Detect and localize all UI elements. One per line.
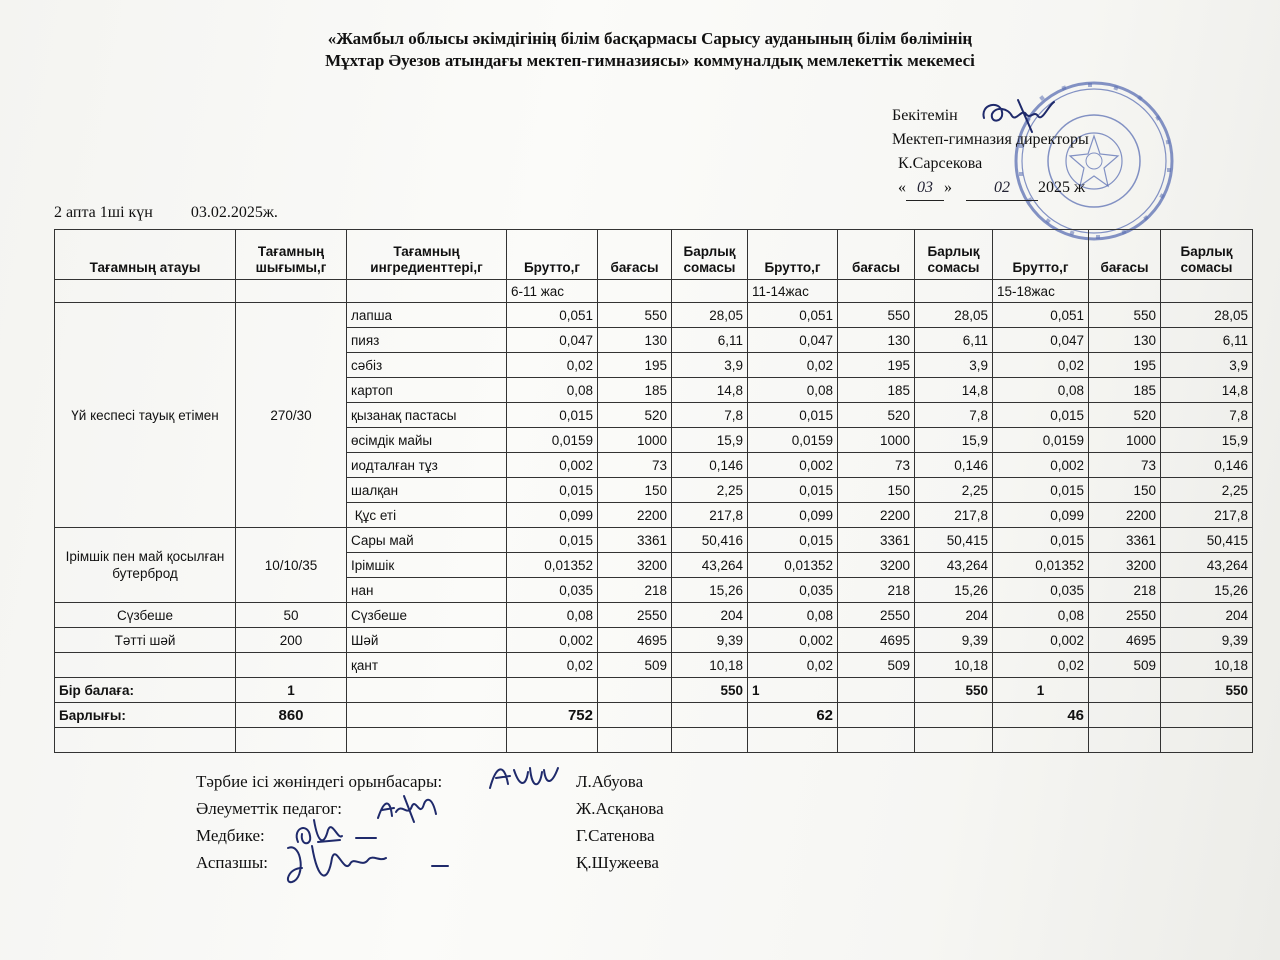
dish-name: Үй кеспесі тауық етімен — [55, 303, 236, 528]
ingredient-value: 130 — [598, 328, 672, 353]
approve-label: Бекітемін — [892, 107, 958, 124]
ingredient-value: 43,264 — [672, 553, 748, 578]
col-ingredients: Тағамның ингредиенттері,г — [347, 230, 507, 280]
day-info — [54, 204, 278, 222]
ingredient-value: 3,9 — [1161, 353, 1253, 378]
ingredient-value: 509 — [598, 653, 672, 678]
col-price-3: бағасы — [1089, 230, 1161, 280]
signer-name: Қ.Шужеева — [576, 853, 659, 872]
ingredient-value: 550 — [598, 303, 672, 328]
ingredient-value: 0,02 — [993, 653, 1089, 678]
ingredient-value: 0,099 — [748, 503, 838, 528]
ingredient-value: 509 — [838, 653, 915, 678]
ingredient-value: 0,146 — [915, 453, 993, 478]
ingredient-value: 9,39 — [915, 628, 993, 653]
ingredient-value: 14,8 — [915, 378, 993, 403]
ingredient-value: 0,002 — [748, 453, 838, 478]
ingredient-value: 43,264 — [915, 553, 993, 578]
ingredient-value: 2550 — [1089, 603, 1161, 628]
ingredient-value: 185 — [838, 378, 915, 403]
approval-month: 02 — [966, 176, 1038, 201]
ingredient-row — [55, 628, 1253, 653]
ingredient-name: картоп — [347, 378, 507, 403]
ingredient-value: 14,8 — [1161, 378, 1253, 403]
ingredient-value: 4695 — [1089, 628, 1161, 653]
ingredient-value: 0,051 — [993, 303, 1089, 328]
ingredient-value: 0,02 — [993, 353, 1089, 378]
dish-name: Тәтті шәй — [55, 628, 236, 653]
signer-role: Тәрбие ісі жөніндегі орынбасары: — [196, 772, 443, 791]
ingredient-name: Ірімшік — [347, 553, 507, 578]
ingredient-name: өсімдік майы — [347, 428, 507, 453]
dish-name: Ірімшік пен май қосылған бутерброд — [55, 528, 236, 603]
ingredient-value: 15,9 — [672, 428, 748, 453]
ingredient-value: 15,9 — [1161, 428, 1253, 453]
ingredient-value: 3361 — [598, 528, 672, 553]
signer-row — [196, 795, 716, 822]
ingredient-value: 15,26 — [915, 578, 993, 603]
ingredient-value: 218 — [838, 578, 915, 603]
ingredient-value: 0,146 — [672, 453, 748, 478]
col-total-1: Барлық сомасы — [672, 230, 748, 280]
ingredient-value: 550 — [1089, 303, 1161, 328]
ingredient-value: 0,02 — [507, 353, 598, 378]
ingredient-value: 204 — [672, 603, 748, 628]
per-child-count-11-14: 1 — [748, 678, 838, 703]
ingredient-value: 0,0159 — [993, 428, 1089, 453]
ingredient-value: 509 — [1089, 653, 1161, 678]
ingredient-value: 150 — [1089, 478, 1161, 503]
ingredient-value: 73 — [1089, 453, 1161, 478]
dish-yield: 270/30 — [236, 303, 347, 528]
ingredient-row — [55, 303, 1253, 328]
ingredient-value: 0,0159 — [507, 428, 598, 453]
cook-signature-icon — [282, 838, 452, 892]
ingredient-value: 0,051 — [748, 303, 838, 328]
ingredient-row — [55, 653, 1253, 678]
ingredient-value: 28,05 — [1161, 303, 1253, 328]
signer-role: Әлеуметтік педагог: — [196, 799, 342, 818]
ingredient-value: 0,002 — [993, 628, 1089, 653]
ingredient-value: 15,26 — [672, 578, 748, 603]
ingredient-value: 0,035 — [748, 578, 838, 603]
ingredient-value: 0,047 — [748, 328, 838, 353]
week-day-label: 2 апта 1ші күн — [54, 204, 153, 221]
ingredient-value: 15,9 — [915, 428, 993, 453]
ingredient-value: 217,8 — [672, 503, 748, 528]
ingredient-value: 0,015 — [748, 478, 838, 503]
menu-table-body — [55, 303, 1253, 678]
age-group-11-14: 11-14жас — [748, 280, 838, 303]
age-group-row — [55, 280, 1253, 303]
ingredient-value: 2550 — [838, 603, 915, 628]
ingredient-value: 4695 — [838, 628, 915, 653]
col-dish-name: Тағамның атауы — [55, 230, 236, 280]
dish-name: Сүзбеше — [55, 603, 236, 628]
approval-year: 2025 ж — [1038, 179, 1086, 196]
signer-row — [196, 822, 716, 849]
ingredient-value: 150 — [598, 478, 672, 503]
ingredient-value: 0,002 — [507, 453, 598, 478]
dish-yield: 200 — [236, 628, 347, 653]
ingredient-value: 10,18 — [915, 653, 993, 678]
director-name: К.Сарсекова — [898, 155, 983, 172]
ingredient-value: 50,416 — [672, 528, 748, 553]
document-header — [0, 28, 1280, 72]
approval-day: 03 — [906, 176, 944, 201]
ingredient-value: 550 — [838, 303, 915, 328]
totals-6-11: 752 — [507, 703, 598, 728]
ingredient-value: 3200 — [598, 553, 672, 578]
ingredient-value: 50,415 — [915, 528, 993, 553]
ingredient-value: 0,099 — [993, 503, 1089, 528]
col-brutto-2: Брутто,г — [748, 230, 838, 280]
ingredient-name: лапша — [347, 303, 507, 328]
col-total-3: Барлық сомасы — [1161, 230, 1253, 280]
empty-row — [55, 728, 1253, 753]
totals-label: Барлығы: — [55, 703, 236, 728]
dish-yield — [236, 653, 347, 678]
ingredient-name: шалқан — [347, 478, 507, 503]
ingredient-value: 0,02 — [748, 353, 838, 378]
col-total-2: Барлық сомасы — [915, 230, 993, 280]
signer-name: Ж.Асқанова — [576, 799, 664, 818]
ingredient-value: 0,08 — [748, 378, 838, 403]
ingredient-value: 73 — [598, 453, 672, 478]
signer-role: Аспазшы: — [196, 853, 268, 872]
age-group-15-18: 15-18жас — [993, 280, 1089, 303]
ingredient-row — [55, 528, 1253, 553]
ingredient-value: 0,08 — [993, 603, 1089, 628]
dish-yield: 10/10/35 — [236, 528, 347, 603]
ingredient-value: 7,8 — [915, 403, 993, 428]
ingredient-value: 7,8 — [672, 403, 748, 428]
ingredient-name: Шәй — [347, 628, 507, 653]
per-child-total-11-14: 550 — [915, 678, 993, 703]
ingredient-value: 520 — [598, 403, 672, 428]
ingredient-value: 2550 — [598, 603, 672, 628]
totals-15-18: 46 — [993, 703, 1089, 728]
ingredient-value: 0,08 — [507, 603, 598, 628]
ingredient-value: 9,39 — [672, 628, 748, 653]
age-group-6-11: 6-11 жас — [507, 280, 598, 303]
ingredient-value: 130 — [838, 328, 915, 353]
ingredient-value: 6,11 — [915, 328, 993, 353]
ingredient-value: 0,015 — [507, 478, 598, 503]
per-child-total-15-18: 550 — [1161, 678, 1253, 703]
totals-row — [55, 703, 1253, 728]
menu-table — [54, 229, 1253, 753]
ingredient-value: 2200 — [598, 503, 672, 528]
ingredient-value: 3,9 — [915, 353, 993, 378]
ingredient-value: 0,0159 — [748, 428, 838, 453]
ingredient-value: 7,8 — [1161, 403, 1253, 428]
ingredient-value: 0,015 — [507, 403, 598, 428]
ingredient-value: 0,015 — [993, 403, 1089, 428]
ingredient-value: 0,01352 — [993, 553, 1089, 578]
ingredient-value: 130 — [1089, 328, 1161, 353]
ingredient-value: 1000 — [1089, 428, 1161, 453]
signer-role: Медбике: — [196, 826, 265, 845]
ingredient-value: 0,015 — [993, 478, 1089, 503]
ingredient-name: иодталған тұз — [347, 453, 507, 478]
ingredient-value: 15,26 — [1161, 578, 1253, 603]
dish-yield: 50 — [236, 603, 347, 628]
ingredient-value: 0,08 — [748, 603, 838, 628]
ingredient-value: 0,015 — [507, 528, 598, 553]
ingredient-value: 217,8 — [1161, 503, 1253, 528]
ingredient-value: 3200 — [1089, 553, 1161, 578]
ingredient-value: 0,002 — [748, 628, 838, 653]
ingredient-value: 0,146 — [1161, 453, 1253, 478]
ingredient-value: 43,264 — [1161, 553, 1253, 578]
ingredient-value: 28,05 — [672, 303, 748, 328]
dish-name — [55, 653, 236, 678]
ingredient-value: 0,01352 — [748, 553, 838, 578]
ingredient-value: 195 — [1089, 353, 1161, 378]
ingredient-value: 0,015 — [748, 528, 838, 553]
signer-row — [196, 849, 716, 876]
menu-date: 03.02.2025ж. — [190, 204, 278, 221]
ingredient-value: 520 — [1089, 403, 1161, 428]
ingredient-value: 14,8 — [672, 378, 748, 403]
ingredient-value: 3,9 — [672, 353, 748, 378]
ingredient-value: 2200 — [1089, 503, 1161, 528]
ingredient-value: 3361 — [838, 528, 915, 553]
ingredient-value: 2,25 — [672, 478, 748, 503]
header-line-1: «Жамбыл облысы әкімдігінің білім басқармасы Сарысу ауданының білім бөлімінің — [327, 29, 973, 48]
ingredient-value: 0,08 — [993, 378, 1089, 403]
ingredient-value: 0,01352 — [507, 553, 598, 578]
ingredient-name: қант — [347, 653, 507, 678]
signer-name: Л.Абуова — [576, 772, 644, 791]
ingredient-value: 150 — [838, 478, 915, 503]
totals-value: 860 — [236, 703, 347, 728]
ingredient-value: 0,099 — [507, 503, 598, 528]
header-line-2: Мұхтар Әуезов атындағы мектеп-гимназиясы» коммуналдық мемлекеттік мекемесі — [325, 51, 975, 70]
ingredient-value: 204 — [1161, 603, 1253, 628]
ingredient-value: 217,8 — [915, 503, 993, 528]
table-header-row — [55, 230, 1253, 280]
approval-date — [892, 176, 1192, 201]
ingredient-name: Сары май — [347, 528, 507, 553]
ingredient-value: 28,05 — [915, 303, 993, 328]
per-child-row — [55, 678, 1253, 703]
ingredient-value: 0,002 — [993, 453, 1089, 478]
signer-name: Г.Сатенова — [576, 826, 655, 845]
director-position: Мектеп-гимназия директоры — [892, 131, 1089, 148]
col-brutto-1: Брутто,г — [507, 230, 598, 280]
ingredient-value: 185 — [1089, 378, 1161, 403]
ingredient-value: 73 — [838, 453, 915, 478]
quote-open: « — [898, 179, 906, 196]
quote-close: » — [944, 179, 952, 196]
ingredient-value: 50,415 — [1161, 528, 1253, 553]
ingredient-name: пияз — [347, 328, 507, 353]
signers-block — [196, 768, 716, 876]
ingredient-value: 0,02 — [507, 653, 598, 678]
col-price-1: бағасы — [598, 230, 672, 280]
ingredient-value: 218 — [598, 578, 672, 603]
ingredient-value: 204 — [915, 603, 993, 628]
totals-11-14: 62 — [748, 703, 838, 728]
ingredient-value: 6,11 — [672, 328, 748, 353]
ingredient-value: 3361 — [1089, 528, 1161, 553]
ingredient-name: сәбіз — [347, 353, 507, 378]
signer-row — [196, 768, 716, 795]
ingredient-value: 218 — [1089, 578, 1161, 603]
ingredient-value: 9,39 — [1161, 628, 1253, 653]
ingredient-value: 0,08 — [507, 378, 598, 403]
per-child-count-15-18: 1 — [993, 678, 1089, 703]
ingredient-name: қызанақ пастасы — [347, 403, 507, 428]
ingredient-value: 6,11 — [1161, 328, 1253, 353]
ingredient-value: 10,18 — [1161, 653, 1253, 678]
ingredient-value: 3200 — [838, 553, 915, 578]
ingredient-name: Құс еті — [347, 503, 507, 528]
ingredient-value: 2,25 — [1161, 478, 1253, 503]
ingredient-value: 0,035 — [507, 578, 598, 603]
ingredient-value: 185 — [598, 378, 672, 403]
ingredient-row — [55, 603, 1253, 628]
ingredient-value: 0,047 — [993, 328, 1089, 353]
social-pedagogue-signature-icon — [374, 792, 440, 826]
ingredient-value: 195 — [598, 353, 672, 378]
ingredient-value: 1000 — [838, 428, 915, 453]
ingredient-value: 0,047 — [507, 328, 598, 353]
deputy-signature-icon — [486, 760, 562, 794]
ingredient-value: 195 — [838, 353, 915, 378]
per-child-label: Бір балаға: — [55, 678, 236, 703]
ingredient-value: 0,015 — [748, 403, 838, 428]
per-child-count: 1 — [236, 678, 347, 703]
per-child-total-6-11: 550 — [672, 678, 748, 703]
ingredient-value: 4695 — [598, 628, 672, 653]
ingredient-value: 10,18 — [672, 653, 748, 678]
ingredient-value: 0,002 — [507, 628, 598, 653]
director-signature-icon — [978, 96, 1060, 134]
ingredient-value: 520 — [838, 403, 915, 428]
col-price-2: бағасы — [838, 230, 915, 280]
ingredient-value: 1000 — [598, 428, 672, 453]
ingredient-value: 2,25 — [915, 478, 993, 503]
ingredient-value: 0,051 — [507, 303, 598, 328]
ingredient-value: 0,015 — [993, 528, 1089, 553]
col-yield: Тағамның шығымы,г — [236, 230, 347, 280]
ingredient-value: 2200 — [838, 503, 915, 528]
ingredient-value: 0,02 — [748, 653, 838, 678]
ingredient-name: Сүзбеше — [347, 603, 507, 628]
ingredient-value: 0,035 — [993, 578, 1089, 603]
col-brutto-3: Брутто,г — [993, 230, 1089, 280]
ingredient-name: нан — [347, 578, 507, 603]
